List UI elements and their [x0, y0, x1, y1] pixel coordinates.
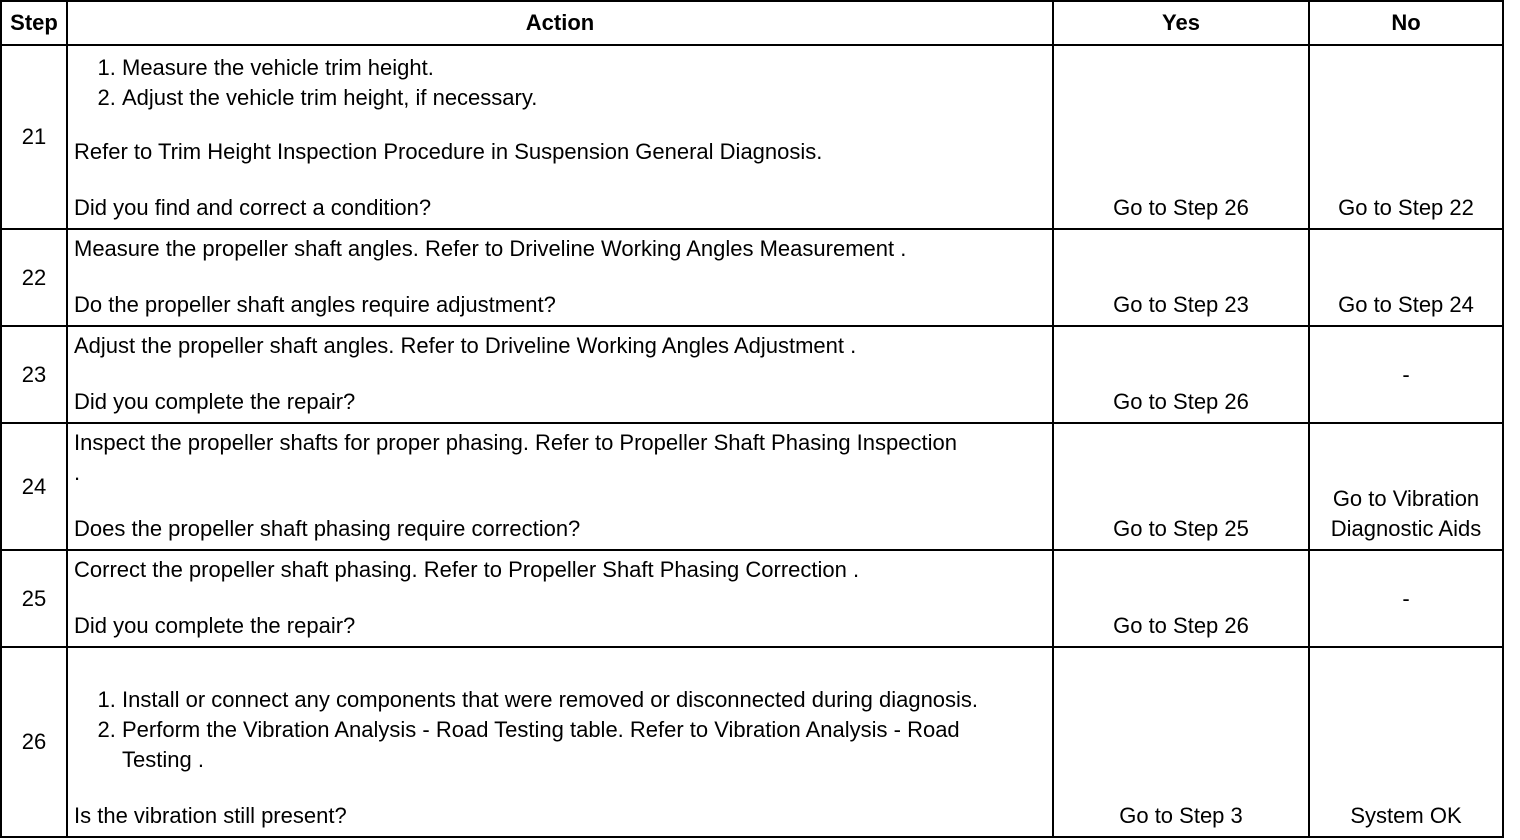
instruction-text: Measure the propeller shaft angles. Refer to Driveline Working Angles Measurement . [74, 236, 907, 261]
step-number: 24 [1, 423, 67, 550]
question-text: Did you find and correct a condition? [74, 195, 432, 220]
step-number: 23 [1, 326, 67, 423]
instruction-text: Correct the propeller shaft phasing. Refer to Propeller Shaft Phasing Correction . [74, 557, 860, 582]
list-item: 1. Measure the vehicle trim height. [122, 53, 1046, 83]
question-text: Did you complete the repair? [74, 389, 356, 414]
list-item: 1. Install or connect any components that were removed or disconnected during diagnosis. [122, 685, 1006, 715]
table-row [1, 45, 1503, 229]
header-action: Action [67, 1, 1053, 45]
action-list [74, 685, 1046, 775]
action-cell [67, 326, 1053, 423]
step-number: 21 [1, 45, 67, 229]
action-list [74, 53, 1046, 113]
action-cell [67, 45, 1053, 229]
table-row [1, 423, 1503, 550]
step-number: 25 [1, 550, 67, 647]
table-row [1, 326, 1503, 423]
no-value: - [1309, 550, 1503, 647]
header-step: Step [1, 1, 67, 45]
question-text: Does the propeller shaft phasing require correction? [74, 516, 581, 541]
step-number: 26 [1, 647, 67, 837]
question-text: Is the vibration still present? [74, 803, 347, 828]
question-text: Did you complete the repair? [74, 613, 356, 638]
question-text: Do the propeller shaft angles require adjustment? [74, 292, 556, 317]
instruction-text: Inspect the propeller shafts for proper phasing. Refer to Propeller Shaft Phasing Inspection . [74, 430, 957, 485]
refer-text: Refer to Trim Height Inspection Procedure in Suspension General Diagnosis. [74, 139, 823, 164]
table-row [1, 647, 1503, 837]
no-link[interactable]: Go to Step 22 [1309, 45, 1503, 229]
yes-link[interactable]: Go to Step 26 [1053, 550, 1309, 647]
list-item: 2. Perform the Vibration Analysis - Road Testing table. Refer to Vibration Analysis - Road Testing . [122, 715, 1006, 775]
step-number: 22 [1, 229, 67, 326]
yes-link[interactable]: Go to Step 26 [1053, 45, 1309, 229]
action-cell [67, 423, 1053, 550]
yes-link[interactable]: Go to Step 25 [1053, 423, 1309, 550]
action-cell [67, 229, 1053, 326]
action-cell [67, 550, 1053, 647]
no-link[interactable]: Go to Vibration Diagnostic Aids [1309, 423, 1503, 550]
table-row [1, 550, 1503, 647]
no-value: System OK [1309, 647, 1503, 837]
instruction-text: Adjust the propeller shaft angles. Refer to Driveline Working Angles Adjustment . [74, 333, 857, 358]
header-row [1, 1, 1503, 45]
header-no: No [1309, 1, 1503, 45]
no-value: - [1309, 326, 1503, 423]
header-yes: Yes [1053, 1, 1309, 45]
yes-link[interactable]: Go to Step 3 [1053, 647, 1309, 837]
action-cell [67, 647, 1053, 837]
table-row [1, 229, 1503, 326]
list-item: 2. Adjust the vehicle trim height, if necessary. [122, 83, 1046, 113]
no-link[interactable]: Go to Step 24 [1309, 229, 1503, 326]
yes-link[interactable]: Go to Step 23 [1053, 229, 1309, 326]
yes-link[interactable]: Go to Step 26 [1053, 326, 1309, 423]
